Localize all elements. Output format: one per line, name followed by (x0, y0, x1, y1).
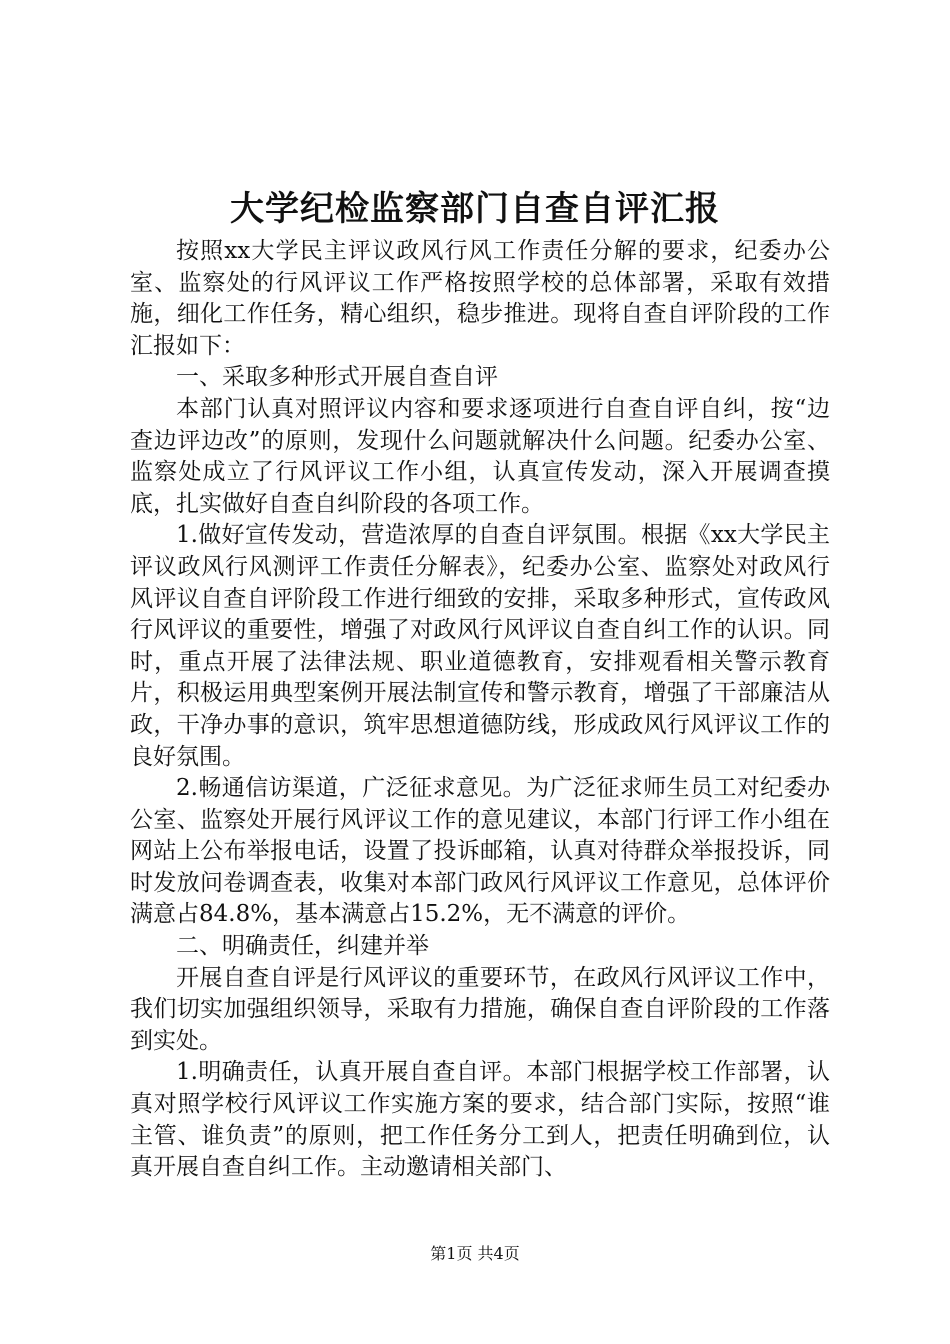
section-heading-1: 一、采取多种形式开展自查自评 (176, 364, 498, 391)
document-body (130, 236, 830, 1184)
page-number: 第1页 共4页 (430, 1244, 520, 1263)
section-1-item-1: 1.做好宣传发动，营造浓厚的自查自评氛围。根据《xx大学民主评议政风行风测评工作责任分解表》，纪委办公室、监察处对政风行风评议自查自评阶段工作进行细致的安排，采取多种形式，宣传政风行风评议的重要性，增强了对政风行风评议自查自纠工作的认识。同时，重点开展了法律法规、职业道德教育，安排观看相关警示教育片，积极运用典型案例开展法制宣传和警示教育，增强了干部廉洁从政，干净办事的意识，筑牢思想道德防线，形成政风行风评议工作的良好氛围。 (130, 522, 830, 770)
section-2-paragraph: 开展自查自评是行风评议的重要环节，在政风行风评议工作中，我们切实加强组织领导，采取有力措施，确保自查自评阶段的工作落到实处。 (130, 964, 830, 1054)
intro-paragraph: 按照xx大学民主评议政风行风工作责任分解的要求，纪委办公室、监察处的行风评议工作严格按照学校的总体部署，采取有效措施，细化工作任务，精心组织，稳步推进。现将自查自评阶段的工作汇报如下： (130, 238, 830, 359)
section-1-paragraph: 本部门认真对照评议内容和要求逐项进行自查自评自纠，按“边查边评边改”的原则，发现什么问题就解决什么问题。纪委办公室、监察处成立了行风评议工作小组，认真宣传发动，深入开展调查摸底，扎实做好自查自纠阶段的各项工作。 (130, 395, 830, 517)
section-heading-2: 二、明确责任，纠建并举 (176, 933, 429, 960)
section-1-item-2: 2.畅通信访渠道，广泛征求意见。为广泛征求师生员工对纪委办公室、监察处开展行风评议工作的意见建议，本部门行评工作小组在网站上公布举报电话，设置了投诉邮箱，认真对待群众举报投诉，同时发放问卷调查表，收集对本部门政风行风评议工作意见，总体评价满意占84.8%，基本满意占15.2%，无不满意的评价。 (130, 775, 830, 928)
section-2-item-1: 1.明确责任，认真开展自查自评。本部门根据学校工作部署，认真对照学校行风评议工作实施方案的要求，结合部门实际，按照“谁主管、谁负责”的原则，把工作任务分工到人，把责任明确到位，认真开展自查自纠工作。主动邀请相关部门、 (130, 1059, 830, 1181)
document-title: 大学纪检监察部门自查自评汇报 (230, 189, 720, 229)
